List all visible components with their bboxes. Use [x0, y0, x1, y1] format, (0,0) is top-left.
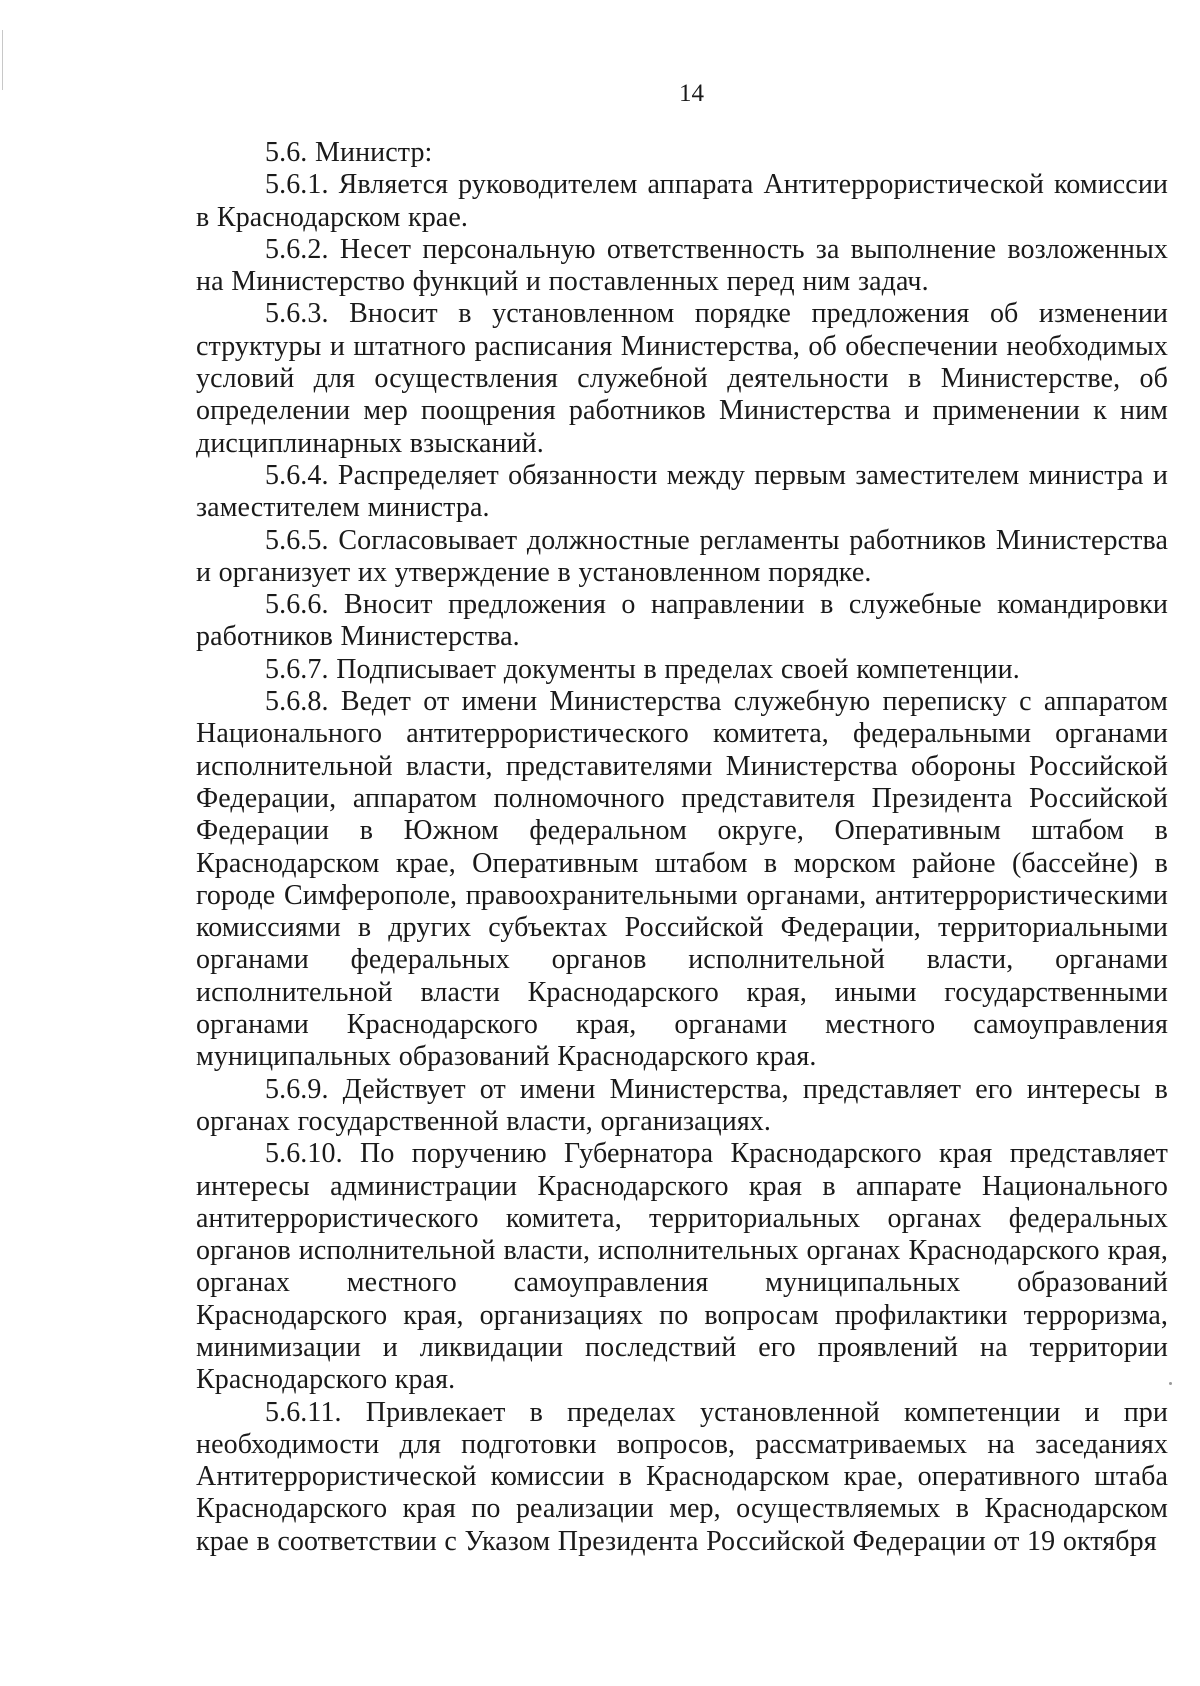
paragraph-5-6-4: 5.6.4. Распределяет обязанности между первым заместителем министра и заместителем министра.: [196, 459, 1168, 524]
paragraph-5-6: 5.6. Министр:: [265, 137, 433, 168]
paragraph-5-6-1: 5.6.1. Является руководителем аппарата Антитеррористической комиссии в Краснодарском крае.: [196, 169, 1168, 233]
paragraph-5-6-11: 5.6.11. Привлекает в пределах установленной компетенции и при необходимости для подготовки вопросов, рассматриваемых на заседаниях Антитеррористической комиссии в Краснодарском крае, оперативного штаба Краснодарского края по реализации мер, осуществляемых в Краснодарском крае в соответствии с Указом Президента Российской Федерации от 19 октября: [196, 1396, 1168, 1557]
paragraph-5-6-5: 5.6.5. Согласовывает должностные регламенты работников Министерства и организует их утверждение в установленном порядке.: [196, 524, 1168, 588]
paragraph-5-6-10: 5.6.10. По поручению Губернатора Краснодарского края представляет интересы администрации Краснодарского края в аппарате Национального антитеррористического комитета, территориальных органах федеральных органов исполнительной власти, исполнительных органах Краснодарского края, органах местного самоуправления муниципальных образований Краснодарского края, организациях по вопросам профилактики терроризма, минимизации и ликвидации последствий его проявлений на территории Краснодарского края.: [196, 1138, 1168, 1396]
paragraph-5-6-7: 5.6.7. Подписывает документы в пределах своей компетенции.: [265, 653, 1020, 685]
paragraph-5-6-6: 5.6.6. Вносит предложения о направлении в служебные командировки работников Министерства.: [196, 589, 1168, 653]
document-body: [196, 137, 1168, 1558]
scan-dot-artifact: [1169, 1382, 1172, 1385]
page-number: 14: [679, 80, 704, 107]
paragraph-5-6-2: 5.6.2. Несет персональную ответственность за выполнение возложенных на Министерство функций и поставленных перед ним задач.: [196, 233, 1168, 298]
paragraph-5-6-9: 5.6.9. Действует от имени Министерства, представляет его интересы в органах государственной власти, организациях.: [196, 1073, 1168, 1137]
paragraph-5-6-3: 5.6.3. Вносит в установленном порядке предложения об изменении структуры и штатного расписания Министерства, об обеспечении необходимых условий для осуществления служебной деятельности в Министерстве, об определении мер поощрения работников Министерства и применении к ним дисциплинарных взысканий.: [196, 298, 1168, 459]
paragraph-5-6-8: 5.6.8. Ведет от имени Министерства служебную переписку с аппаратом Национального антитеррористического комитета, федеральными органами исполнительной власти, представителями Министерства обороны Российской Федерации, аппаратом полномочного представителя Президента Российской Федерации в Южном федеральном округе, Оперативным штабом в Краснодарском крае, Оперативным штабом в морском районе (бассейне) в городе Симферополе, правоохранительными органами, антитеррористическими комиссиями в других субъектах Российской Федерации, территориальными органами федеральных органов исполнительной власти, органами исполнительной власти Краснодарского края, иными государственными органами Краснодарского края, органами местного самоуправления муниципальных образований Краснодарского края.: [196, 686, 1168, 1073]
